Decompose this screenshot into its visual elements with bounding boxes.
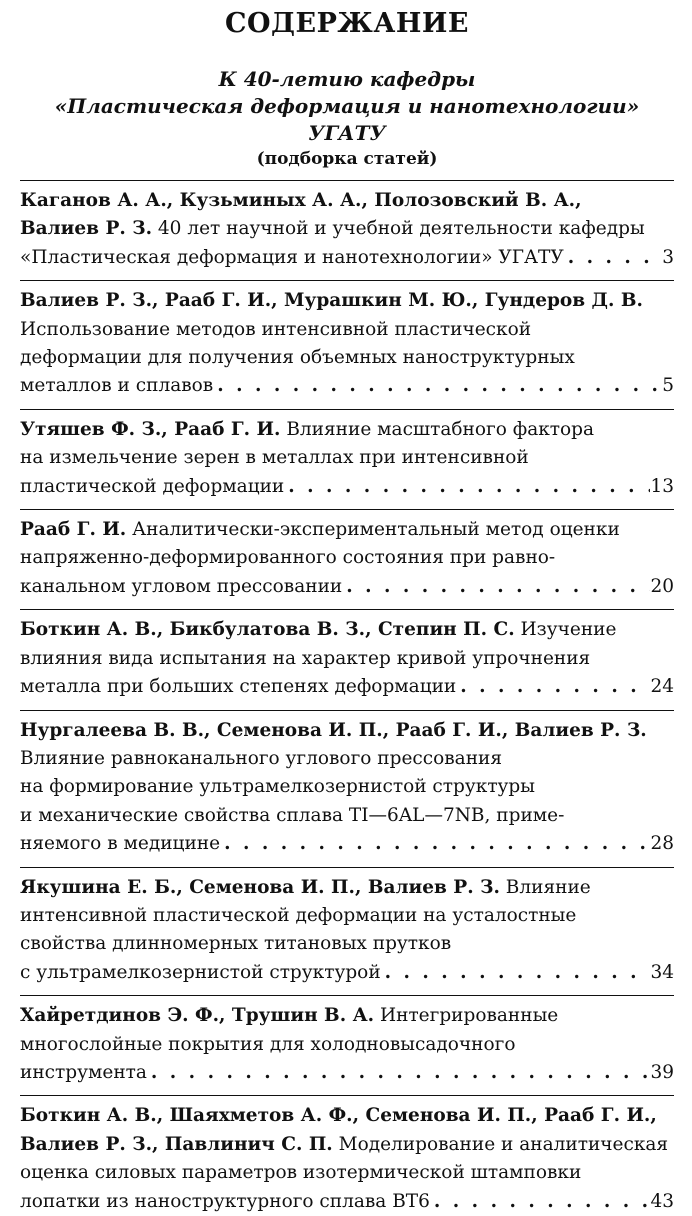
entry-line [20, 215, 674, 243]
entry-title-text: лопатки из наноструктурного сплава ВТ6 [20, 1190, 430, 1212]
entry-title-text: Влияние [499, 876, 591, 898]
entry-authors: Боткин А. В., Шаяхметов А. Ф., Семенова И. П., Рааб Г. И., [20, 1105, 657, 1127]
entry-authors: Якушина Е. Б., Семенова И. П., Валиев Р. З. [20, 876, 500, 898]
entry-divider [20, 995, 674, 996]
toc-entry[interactable] [20, 874, 674, 988]
entry-text [20, 1034, 515, 1055]
entry-last-line [20, 1188, 674, 1216]
entry-authors: Рааб Г. И. [20, 519, 127, 541]
entry-authors: Боткин А. В., Бикбулатова В. З., Степин П. С. [20, 619, 515, 641]
toc-entry[interactable] [20, 1002, 674, 1087]
entry-text [20, 830, 220, 858]
entry-title-text: Моделирование и аналитическая [332, 1133, 669, 1155]
entry-text [20, 776, 535, 797]
entry-authors: Нургалеева В. В., Семенова И. П., Рааб Г. И., Валиев Р. З. [20, 719, 647, 741]
page-title: СОДЕРЖАНИЕ [225, 8, 469, 39]
page-number: 39 [650, 1061, 674, 1083]
entry-title-text: Аналитически-экспериментальный метод оценки [126, 519, 620, 541]
entry-line [20, 773, 674, 801]
page-number: 5 [662, 375, 674, 397]
entry-text [20, 473, 284, 501]
entry-text [20, 1059, 147, 1087]
entry-line [20, 1159, 674, 1187]
toc-entries [20, 180, 674, 1216]
entry-line [20, 444, 674, 472]
entry-last-line [20, 372, 674, 400]
entry-title-text: Использование методов интенсивной пластической [20, 318, 532, 340]
entry-line [20, 316, 674, 344]
entry-last-line [20, 244, 674, 272]
entry-text [20, 547, 555, 568]
entry-text [20, 218, 645, 239]
toc-entry[interactable] [20, 516, 674, 601]
entry-divider [20, 180, 674, 181]
entry-text [20, 805, 564, 826]
entry-line [20, 874, 674, 902]
page-number: 13 [650, 475, 674, 497]
entry-title-text: оценка силовых параметров изотермической штамповки [20, 1162, 582, 1184]
entry-text [20, 419, 594, 440]
entry-title-text: канальном угловом прессовании [20, 575, 343, 597]
entry-text [20, 1188, 430, 1216]
entry-divider [20, 1095, 674, 1096]
entry-text [20, 877, 591, 898]
entry-title-text: на формирование ультрамелкозернистой структуры [20, 776, 536, 798]
section-title-line2: «Пластическая деформация и нанотехнологии» УГАТУ [54, 94, 640, 145]
section-header [20, 66, 674, 172]
entry-authors: Утяшев Ф. З., Рааб Г. И. [20, 418, 281, 440]
entry-text [20, 619, 616, 640]
entry-title-text: и механические свойства сплава TI—6AL—7NB, приме- [20, 804, 565, 826]
entry-text [20, 1134, 668, 1155]
entry-title-text: напряженно-деформированного состояния при равно- [20, 547, 556, 569]
toc-entry[interactable] [20, 416, 674, 501]
entry-text [20, 720, 647, 741]
entry-text [20, 372, 213, 400]
entry-title-text: с ультрамелкозернистой структурой [20, 961, 381, 983]
entry-line [20, 802, 674, 830]
entry-line [20, 645, 674, 673]
entry-divider [20, 609, 674, 610]
entry-title-text: интенсивной пластической деформации на усталостные [20, 904, 577, 926]
entry-title-text: Влияние равноканального углового прессования [20, 747, 503, 769]
entry-line [20, 1102, 674, 1130]
entry-last-line [20, 473, 674, 501]
entry-line [20, 616, 674, 644]
entry-title-text: Изучение [514, 619, 617, 641]
entry-title-text: влияния вида испытания на характер кривой упрочнения [20, 647, 591, 669]
entry-text [20, 1105, 657, 1126]
page-number: 3 [662, 246, 674, 268]
entry-text [20, 347, 575, 368]
toc-entry[interactable] [20, 287, 674, 401]
entry-title-text: на измельчение зерен в металлах при интенсивной [20, 447, 529, 469]
page-number: 24 [650, 676, 674, 698]
entry-title-text: няемого в медицине [20, 833, 221, 855]
entry-title-text: пластической деформации [20, 475, 285, 497]
entry-line [20, 287, 674, 315]
entry-text [20, 1005, 558, 1026]
entry-text [20, 573, 342, 601]
entry-text [20, 673, 456, 701]
entry-text [20, 1162, 581, 1183]
entry-divider [20, 509, 674, 510]
section-subtitle: (подборка статей) [256, 149, 438, 169]
entry-title-text: «Пластическая деформация и нанотехнологии» УГАТУ [20, 246, 564, 268]
entry-text [20, 447, 529, 468]
dot-leader [564, 244, 662, 272]
entry-divider [20, 280, 674, 281]
entry-line [20, 745, 674, 773]
entry-line [20, 717, 674, 745]
entry-line [20, 187, 674, 215]
entry-text [20, 648, 590, 669]
entry-text [20, 244, 564, 272]
page-number: 34 [650, 961, 674, 983]
entry-line [20, 1031, 674, 1059]
entry-line [20, 1131, 674, 1159]
toc-entry[interactable] [20, 717, 674, 859]
entry-divider [20, 867, 674, 868]
entry-title-text: 40 лет научной и учебной деятельности кафедры [152, 218, 645, 240]
entry-last-line [20, 1059, 674, 1087]
entry-authors: Хайретдинов Э. Ф., Трушин В. А. [20, 1005, 375, 1027]
toc-entry[interactable] [20, 616, 674, 701]
dot-leader [213, 372, 662, 400]
entry-text [20, 905, 576, 926]
entry-line [20, 902, 674, 930]
entry-title-text: свойства длинномерных титановых прутков [20, 933, 452, 955]
toc-entry[interactable] [20, 187, 674, 272]
entry-last-line [20, 573, 674, 601]
entry-authors: Валиев Р. З., Павлинич С. П. [20, 1133, 333, 1155]
dot-leader [342, 573, 650, 601]
entry-divider [20, 409, 674, 410]
entry-text [20, 190, 582, 211]
entry-line [20, 344, 674, 372]
entry-text [20, 933, 451, 954]
entry-text [20, 319, 531, 340]
entry-divider [20, 710, 674, 711]
entry-text [20, 290, 643, 311]
entry-line [20, 416, 674, 444]
dot-leader [147, 1059, 651, 1087]
entry-title-text: металла при больших степенях деформации [20, 676, 457, 698]
entry-title-text: многослойные покрытия для холодновысадочного [20, 1033, 516, 1055]
entry-title-text: Интегрированные [374, 1005, 559, 1027]
entry-line [20, 1002, 674, 1030]
entry-title-text: металлов и сплавов [20, 375, 214, 397]
entry-line [20, 516, 674, 544]
entry-line [20, 544, 674, 572]
dot-leader [220, 830, 650, 858]
dot-leader [430, 1188, 651, 1216]
dot-leader [284, 473, 650, 501]
entry-authors: Каганов А. А., Кузьминых А. А., Полозовский В. А., [20, 190, 582, 211]
entry-title-text: деформации для получения объемных наноструктурных [20, 347, 575, 369]
entry-title-text: инструмента [20, 1061, 147, 1083]
entry-title-text: Влияние масштабного фактора [280, 418, 595, 440]
entry-last-line [20, 673, 674, 701]
entry-authors: Валиев Р. З. [20, 218, 153, 240]
entry-text [20, 748, 502, 769]
page-number: 43 [650, 1190, 674, 1212]
entry-line [20, 930, 674, 958]
section-title-line1: К 40-летию кафедры [218, 67, 476, 91]
page-number: 28 [650, 833, 674, 855]
entry-last-line [20, 830, 674, 858]
toc-entry[interactable] [20, 1102, 674, 1216]
entry-text [20, 519, 620, 540]
page-number: 20 [650, 575, 674, 597]
entry-authors: Валиев Р. З., Рааб Г. И., Мурашкин М. Ю., Гундеров Д. В. [20, 290, 643, 312]
dot-leader [456, 673, 650, 701]
